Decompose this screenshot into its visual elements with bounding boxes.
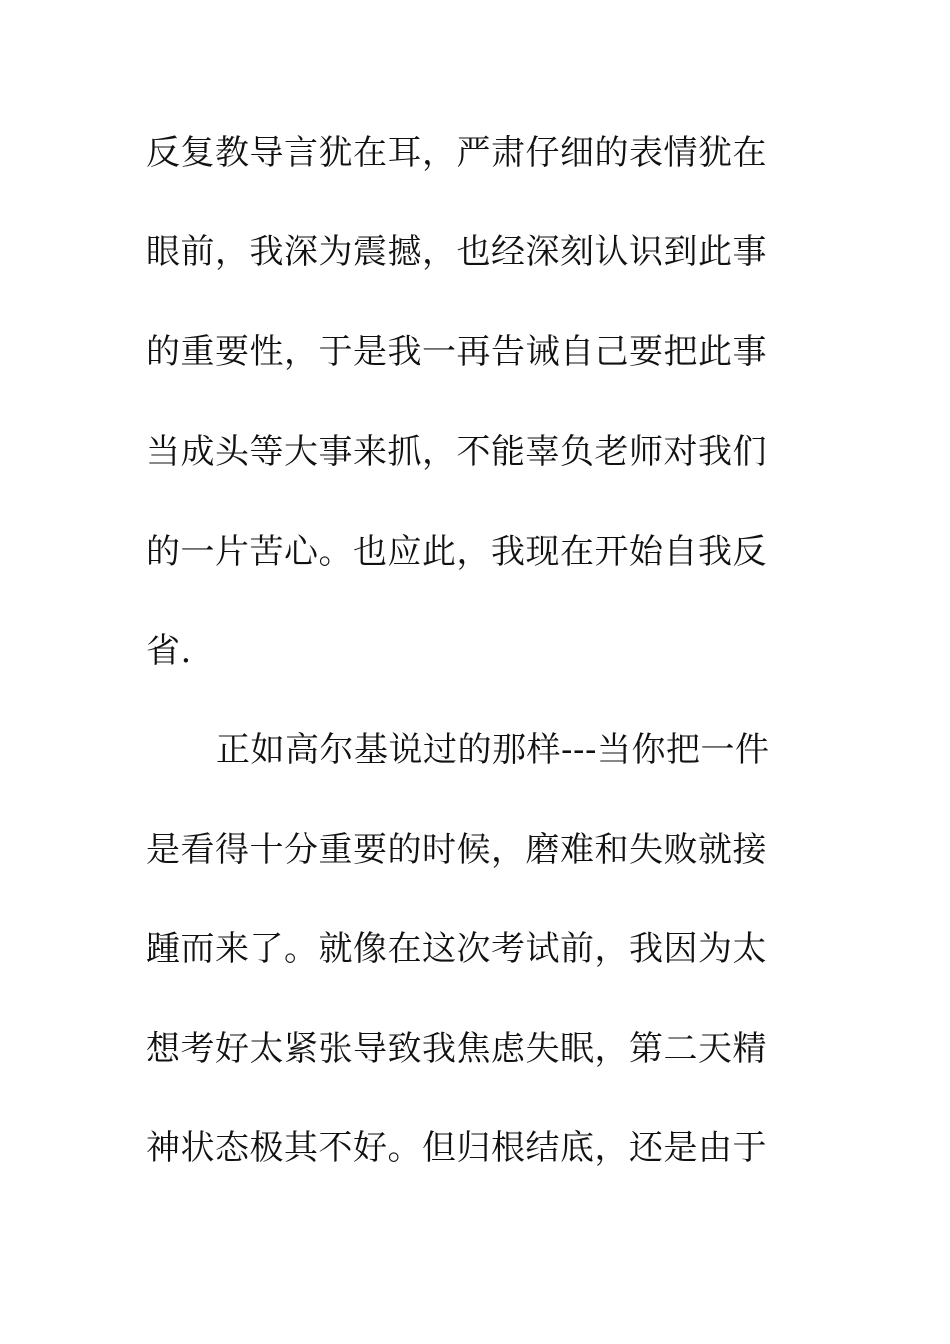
- text-line-11: 神状态极其不好。但归根结底，还是由于: [146, 1128, 767, 1168]
- text-line-3: 的重要性，于是我一再告诫自己要把此事: [146, 332, 767, 372]
- text-line-8: 是看得十分重要的时候，磨难和失败就接: [146, 830, 767, 870]
- text-line-2: 眼前，我深为震撼，也经深刻认识到此事: [146, 232, 767, 272]
- text-line-7: 正如高尔基说过的那样---当你把一件: [216, 730, 770, 770]
- text-line-6: 省.: [146, 631, 192, 671]
- text-line-5: 的一片苦心。也应此，我现在开始自我反: [146, 532, 767, 572]
- text-line-10: 想考好太紧张导致我焦虑失眠，第二天精: [146, 1029, 767, 1069]
- text-line-4: 当成头等大事来抓，不能辜负老师对我们: [146, 432, 767, 472]
- text-line-1: 反复教导言犹在耳，严肃仔细的表情犹在: [146, 133, 767, 173]
- text-line-9: 踵而来了。就像在这次考试前，我因为太: [146, 929, 767, 969]
